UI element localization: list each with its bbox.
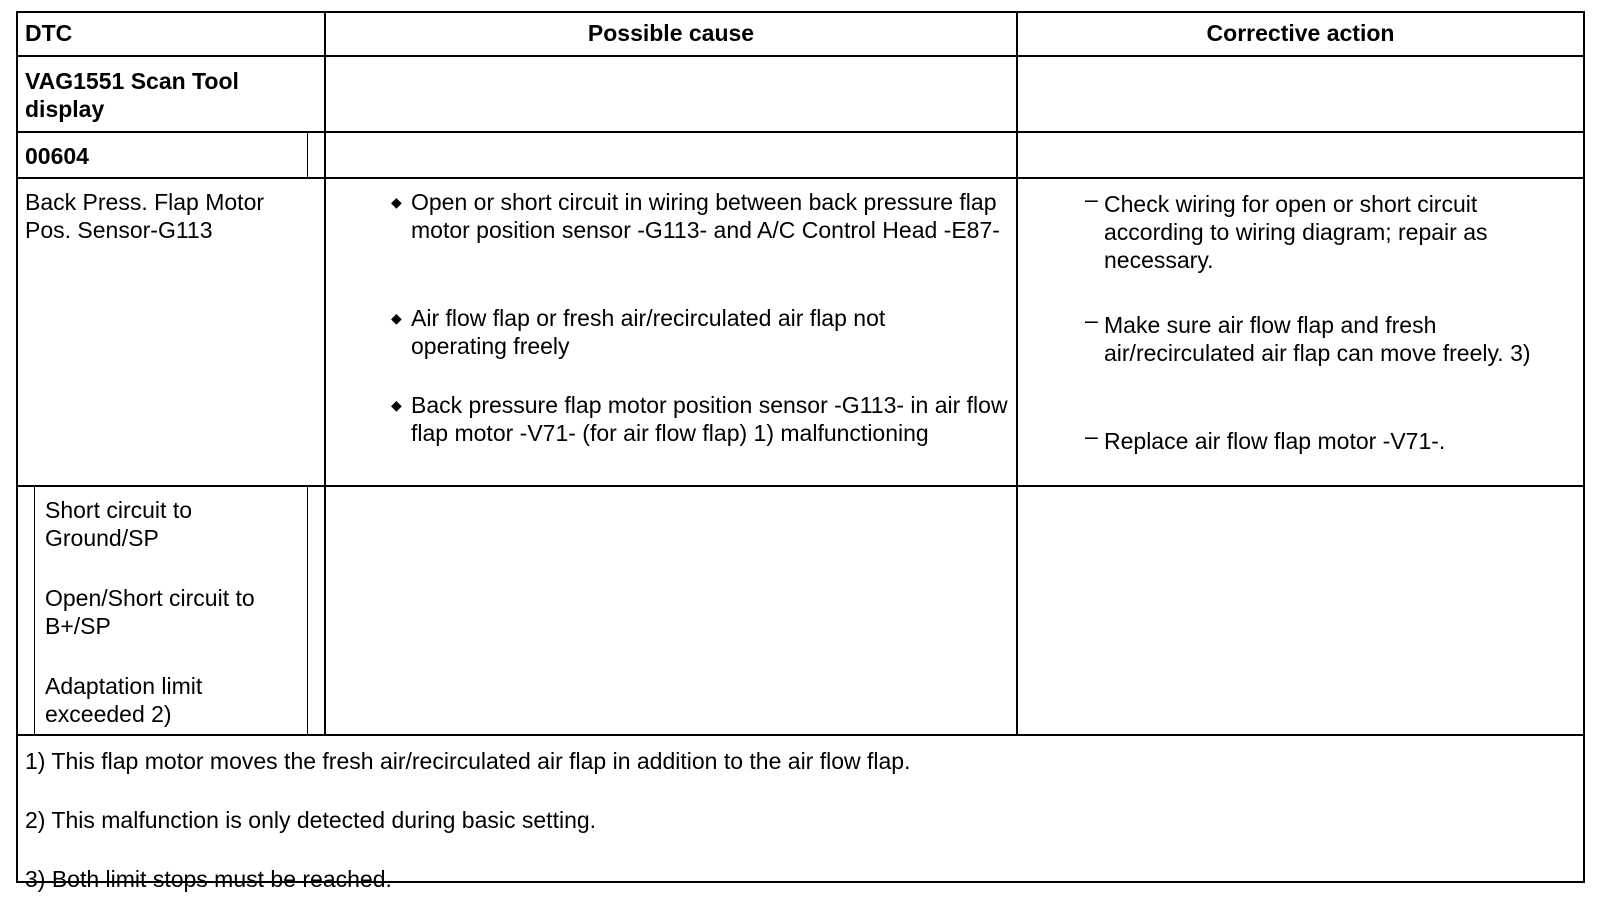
indent-divider	[34, 485, 35, 735]
row-divider	[16, 177, 1585, 179]
bullet-icon: ◆	[391, 310, 402, 326]
action-item: Make sure air flow flap and fresh air/recirculated air flap can move freely. 3)	[1104, 312, 1531, 366]
column-divider	[307, 131, 308, 178]
sub-condition: Short circuit to Ground/SP	[45, 497, 192, 551]
row-divider	[16, 55, 1585, 57]
column-divider	[307, 485, 308, 735]
dtc-description: Back Press. Flap Motor Pos. Sensor-G113	[25, 189, 265, 243]
header-possible-cause: Possible cause	[587, 20, 755, 46]
footnote: 1) This flap motor moves the fresh air/recirculated air flap in addition to the air flow flap.	[25, 748, 911, 774]
footnote: 3) Both limit stops must be reached.	[25, 866, 392, 892]
footnote: 2) This malfunction is only detected during basic setting.	[25, 807, 597, 833]
dash-icon: –	[1085, 307, 1098, 333]
cause-item: Air flow flap or fresh air/recirculated air flap not operating freely	[411, 305, 886, 359]
dash-icon: –	[1085, 423, 1098, 449]
action-item: Replace air flow flap motor -V71-.	[1104, 428, 1446, 454]
column-divider	[1016, 11, 1018, 735]
dtc-code: 00604	[25, 143, 89, 169]
row-divider	[16, 734, 1585, 736]
sub-condition: Adaptation limit exceeded 2)	[45, 673, 203, 727]
sub-condition: Open/Short circuit to B+/SP	[45, 585, 255, 639]
row-divider	[16, 485, 1585, 487]
cause-item: Back pressure flap motor position sensor -G113- in air flow flap motor -V71- (for air flow flap) 1) malfunctioning	[411, 392, 1008, 446]
header-corrective-action: Corrective action	[1206, 20, 1395, 46]
column-divider	[324, 11, 326, 735]
bullet-icon: ◆	[391, 194, 402, 210]
bullet-icon: ◆	[391, 397, 402, 413]
header-dtc: DTC	[25, 20, 73, 46]
scan-tool-label: VAG1551 Scan Tool display	[25, 68, 239, 122]
action-item: Check wiring for open or short circuit according to wiring diagram; repair as necessary.	[1104, 191, 1488, 273]
cause-item: Open or short circuit in wiring between back pressure flap motor position sensor -G113- and A/C Control Head -E87-	[411, 189, 1000, 243]
row-divider	[16, 131, 1585, 133]
dash-icon: –	[1085, 186, 1098, 212]
